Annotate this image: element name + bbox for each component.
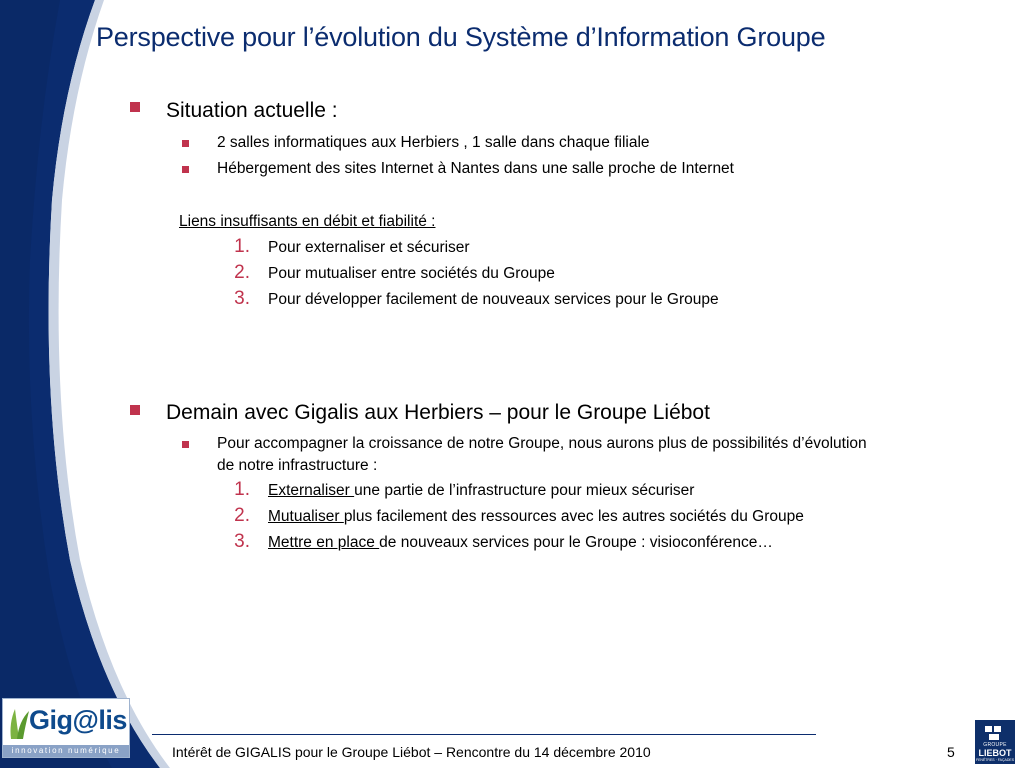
gigalis-name: Gig@lis (29, 705, 127, 735)
list-number: 2. (234, 505, 250, 526)
list-number: 3. (234, 288, 250, 309)
section1-numbered-2: Pour mutualiser entre sociétés du Groupe (268, 265, 555, 282)
section1-heading: Situation actuelle : (166, 99, 338, 122)
numbered-text: de nouveaux services pour le Groupe : visioconférence… (379, 534, 773, 551)
liebot-mark-icon (985, 726, 1003, 740)
bullet-square-icon (130, 405, 140, 415)
footer-divider (152, 734, 816, 735)
keyword-mettre-en-place: Mettre en place (268, 534, 380, 551)
keyword-mutualiser: Mutualiser (268, 508, 344, 525)
liebot-subtitle: FENÊTRES · FAÇADES (975, 758, 1015, 762)
section1-subheading: Liens insuffisants en débit et fiabilité : (179, 213, 436, 230)
section1-bullet-2: Hébergement des sites Internet à Nantes dans une salle proche de Internet (217, 160, 734, 177)
bullet-square-icon (130, 102, 140, 112)
liebot-group-label: GROUPE (983, 742, 1007, 748)
section2-numbered-2 (268, 508, 804, 526)
bullet-square-icon (182, 166, 189, 173)
section1-numbered-1: Pour externaliser et sécuriser (268, 239, 470, 256)
liebot-name: LIEBOT (978, 748, 1012, 758)
slide-title: Perspective pour l’évolution du Système d’Information Groupe (96, 22, 826, 52)
gigalis-tagline: innovation numérique (3, 745, 129, 757)
section2-heading: Demain avec Gigalis aux Herbiers – pour le Groupe Liébot (166, 401, 710, 424)
list-number: 1. (234, 236, 250, 257)
list-number: 2. (234, 262, 250, 283)
section1-numbered-3: Pour développer facilement de nouveaux services pour le Groupe (268, 291, 719, 308)
section2-bullet-line1: Pour accompagner la croissance de notre Groupe, nous aurons plus de possibilités d’évolution (217, 435, 867, 452)
bullet-square-icon (182, 441, 189, 448)
section2-numbered-3 (268, 534, 773, 552)
section1-bullet-1: 2 salles informatiques aux Herbiers , 1 salle dans chaque filiale (217, 134, 650, 151)
numbered-text: une partie de l’infrastructure pour mieux sécuriser (354, 482, 695, 499)
list-number: 1. (234, 479, 250, 500)
numbered-text: plus facilement des ressources avec les autres sociétés du Groupe (343, 508, 804, 525)
liebot-logo (975, 720, 1015, 764)
section2-numbered-1 (268, 482, 694, 500)
footer-text: Intérêt de GIGALIS pour le Groupe Liébot – Rencontre du 14 décembre 2010 (172, 744, 651, 760)
section2-bullet-line2: de notre infrastructure : (217, 457, 378, 474)
bullet-square-icon (182, 140, 189, 147)
gigalis-logo (2, 698, 130, 758)
keyword-externaliser: Externaliser (268, 482, 355, 499)
page-number: 5 (947, 744, 955, 760)
list-number: 3. (234, 531, 250, 552)
